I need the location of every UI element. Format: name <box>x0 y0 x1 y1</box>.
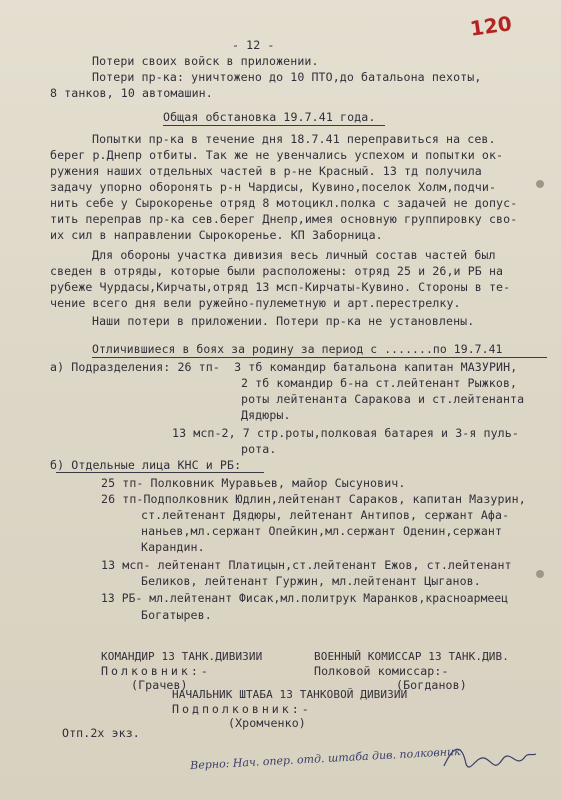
binding-hole <box>536 570 544 578</box>
units-line: рота. <box>241 442 277 456</box>
units-line: а) Подразделения: 26 тп- 3 тб командир батальона капитан МАЗУРИН, <box>50 360 518 374</box>
section-title: Общая обстановка 19.7.41 года. <box>163 110 376 124</box>
individuals-line: 13 РБ- мл.лейтенант Фисак,мл.политрук Маранков,красноармеец <box>101 592 509 605</box>
commander-title: КОМАНДИР 13 ТАНК.ДИВИЗИИ <box>101 650 263 663</box>
intro-line: Потери пр-ка: уничтожено до 10 ПТО,до батальона пехоты, <box>92 70 482 84</box>
body-line: Попытки пр-ка в течение дня 18.7.41 переправиться на сев. <box>92 132 496 146</box>
handwritten-certification: Верно: Нач. опер. отд. штаба див. полковник <box>189 744 461 773</box>
handwritten-signature <box>440 738 540 778</box>
chief-of-staff-name: (Хромченко) <box>228 716 306 730</box>
body-line: берег р.Днепр отбиты. Так же не увенчались успехом и попытки ок- <box>50 148 504 162</box>
archive-page-number: 120 <box>468 11 514 41</box>
copies-note: Отп.2х экз. <box>62 726 140 740</box>
individuals-line: Богатырев. <box>141 608 212 622</box>
section-title-underline <box>163 125 385 126</box>
individuals-line: Карандин. <box>141 540 205 554</box>
commissar-rank: Полковой комиссар:- <box>314 664 449 678</box>
individuals-line: 25 тп- Полковник Муравьев, майор Сысунович. <box>101 476 406 490</box>
distinguished-header: Отличившиеся в боях за родину за период с .......по 19.7.41 <box>92 342 503 356</box>
body-line: ружения наших отдельных частей в р-не Красный. 13 тд получила <box>50 164 482 178</box>
body-line: нить себе у Сырокоренье отряд 8 мотоцикл.полка с задачей не допус- <box>50 196 518 210</box>
page-header: - 12 - <box>232 38 275 52</box>
individuals-line: ст.лейтенант Дядюры, лейтенант Антипов, сержант Афа- <box>141 508 510 522</box>
body-line: Наши потери в приложении. Потери пр-ка не установлены. <box>92 314 475 328</box>
individuals-line: 13 мсп- лейтенант Платицын,ст.лейтенант Ежов, ст.лейтенант <box>101 558 512 572</box>
chief-of-staff-rank: Подполковник:- <box>172 702 312 716</box>
intro-line: 8 танков, 10 автомашин. <box>50 86 213 100</box>
body-line: задачу упорно оборонять р-н Чардисы, Кувино,поселок Холм,подчи- <box>50 180 497 194</box>
commander-rank: Полковник:- <box>101 664 211 678</box>
distinguished-header-underline <box>92 357 547 358</box>
individuals-line: 26 тп-Подполковник Юдлин,лейтенант Сараков, капитан Мазурин, <box>101 492 526 506</box>
units-line: Дядюры. <box>241 408 291 422</box>
body-line: сведен в отряды, которые были расположены: отряд 25 и 26,и РБ на <box>50 264 504 278</box>
body-line: Для обороны участка дивизия весь личный состав частей был <box>92 248 496 262</box>
body-line: чение всего дня вели ружейно-пулеметную и арт.перестрелку. <box>50 296 461 310</box>
body-line: рубеже Чурдасы,Кирчаты,отряд 13 мсп-Кирчаты-Кувино. Стороны в те- <box>50 280 511 294</box>
binding-hole <box>536 180 544 188</box>
individuals-line: Беликов, лейтенант Гуржин, мл.лейтенант Цыганов. <box>141 574 481 588</box>
individuals-header-underline <box>56 472 264 473</box>
body-line: тить перепрaв пр-ка сев.берег Днепр,имея основную группировку сво- <box>50 212 518 226</box>
commissar-name: (Богданов) <box>396 678 467 692</box>
individuals-header: б) Отдельные лица КНС и РБ: <box>50 458 242 472</box>
intro-line: Потери своих войск в приложении. <box>92 54 319 68</box>
commissar-title: ВОЕННЫЙ КОМИССАР 13 ТАНК.ДИВ. <box>314 650 509 663</box>
units-line: роты лейтенанта Саракова и ст.лейтенанта <box>241 392 525 406</box>
individuals-line: наньев,мл.сержант Опейкин,мл.сержант Оденин,сержант <box>141 524 503 538</box>
chief-of-staff-title: НАЧАЛЬНИК ШТАБА 13 ТАНКОВОЙ ДИВИЗИИ <box>172 688 408 701</box>
commander-name: (Грачев) <box>131 678 188 692</box>
units-line: 13 мсп-2, 7 стр.роты,полковая батарея и 3-я пуль- <box>172 426 519 440</box>
body-line: их сил в направлении Сырокоренье. КП Заборница. <box>50 228 383 242</box>
units-line: 2 тб командир б-на ст.лейтенант Рыжков, <box>241 376 518 390</box>
